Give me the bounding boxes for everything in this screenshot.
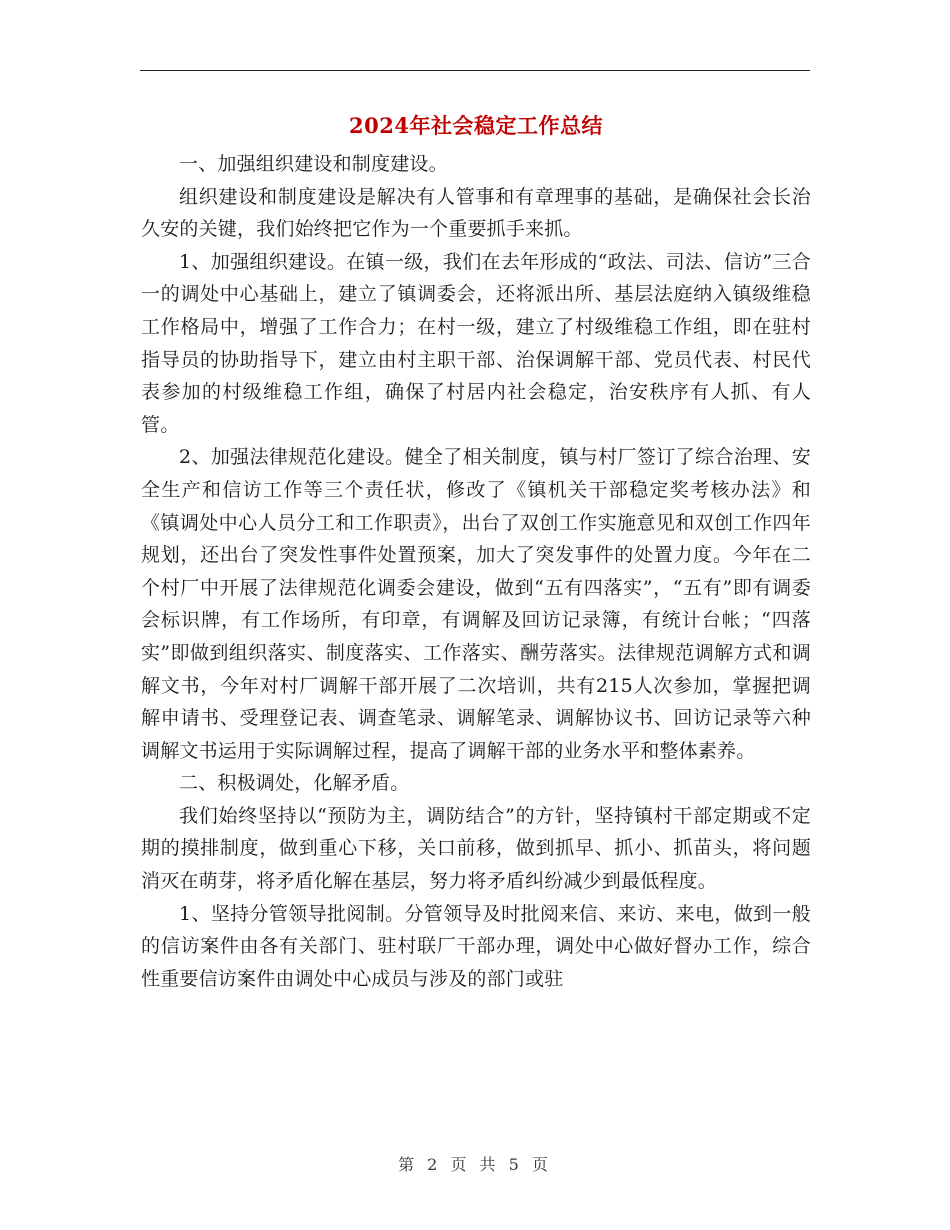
body-paragraph: 2、加强法律规范化建设。健全了相关制度，镇与村厂签订了综合治理、安全生产和信访工作等三个责任状，修改了《镇机关干部稳定奖考核办法》和《镇调处中心人员分工和工作职责》，出台了双创工作实施意见和双创工作四年规划，还出台了突发性事件处置预案，加大了突发事件的处置力度。今年在二个村厂中开展了法律规范化调委会建设，做到“五有四落实”，“五有”即有调委会标识牌，有工作场所，有印章，有调解及回访记录簿，有统计台帐；“四落实”即做到组织落实、制度落实、工作落实、酬劳落实。法律规范调解方式和调解文书，今年对村厂调解干部开展了二次培训，共有215人次参加，掌握把调解申请书、受理登记表、调查笔录、调解笔录、调解协议书、回访记录等六种调解文书运用于实际调解过程，提高了调解干部的业务水平和整体素养。: [141, 446, 811, 762]
section-heading-2: 二、积极调处，化解矛盾。: [179, 772, 410, 795]
document-title: 2024年社会稳定工作总结: [349, 113, 603, 138]
page-number: 第 2 页 共 5 页: [398, 1155, 552, 1174]
body-paragraph: 1、坚持分管领导批阅制。分管领导及时批阅来信、来访、来电，做到一般的信访案件由各有关部门、驻村联厂干部办理，调处中心做好督办工作，综合性重要信访案件由调处中心成员与涉及的部门或驻: [141, 902, 811, 990]
body-paragraph: 我们始终坚持以“预防为主，调防结合”的方针，坚持镇村干部定期或不定期的摸排制度，做到重心下移，关口前移，做到抓早、抓小、抓苗头，将问题消灭在萌芽，将矛盾化解在基层，努力将矛盾纠纷减少到最低程度。: [141, 804, 811, 893]
body-paragraph: 1、加强组织建设。在镇一级，我们在去年形成的“政法、司法、信访”三合一的调处中心基础上，建立了镇调委会，还将派出所、基层法庭纳入镇级维稳工作格局中，增强了工作合力；在村一级，建立了村级维稳工作组，即在驻村指导员的协助指导下，建立由村主职干部、治保调解干部、党员代表、村民代表参加的村级维稳工作组，确保了村居内社会稳定，治安秩序有人抓、有人管。: [141, 250, 811, 436]
body-paragraph: 组织建设和制度建设是解决有人管事和有章理事的基础，是确保社会长治久安的关键，我们始终把它作为一个重要抓手来抓。: [141, 185, 811, 241]
document-body: [141, 108, 811, 995]
section-heading-1: 一、加强组织建设和制度建设。: [179, 153, 448, 175]
header-rule: [140, 70, 810, 71]
